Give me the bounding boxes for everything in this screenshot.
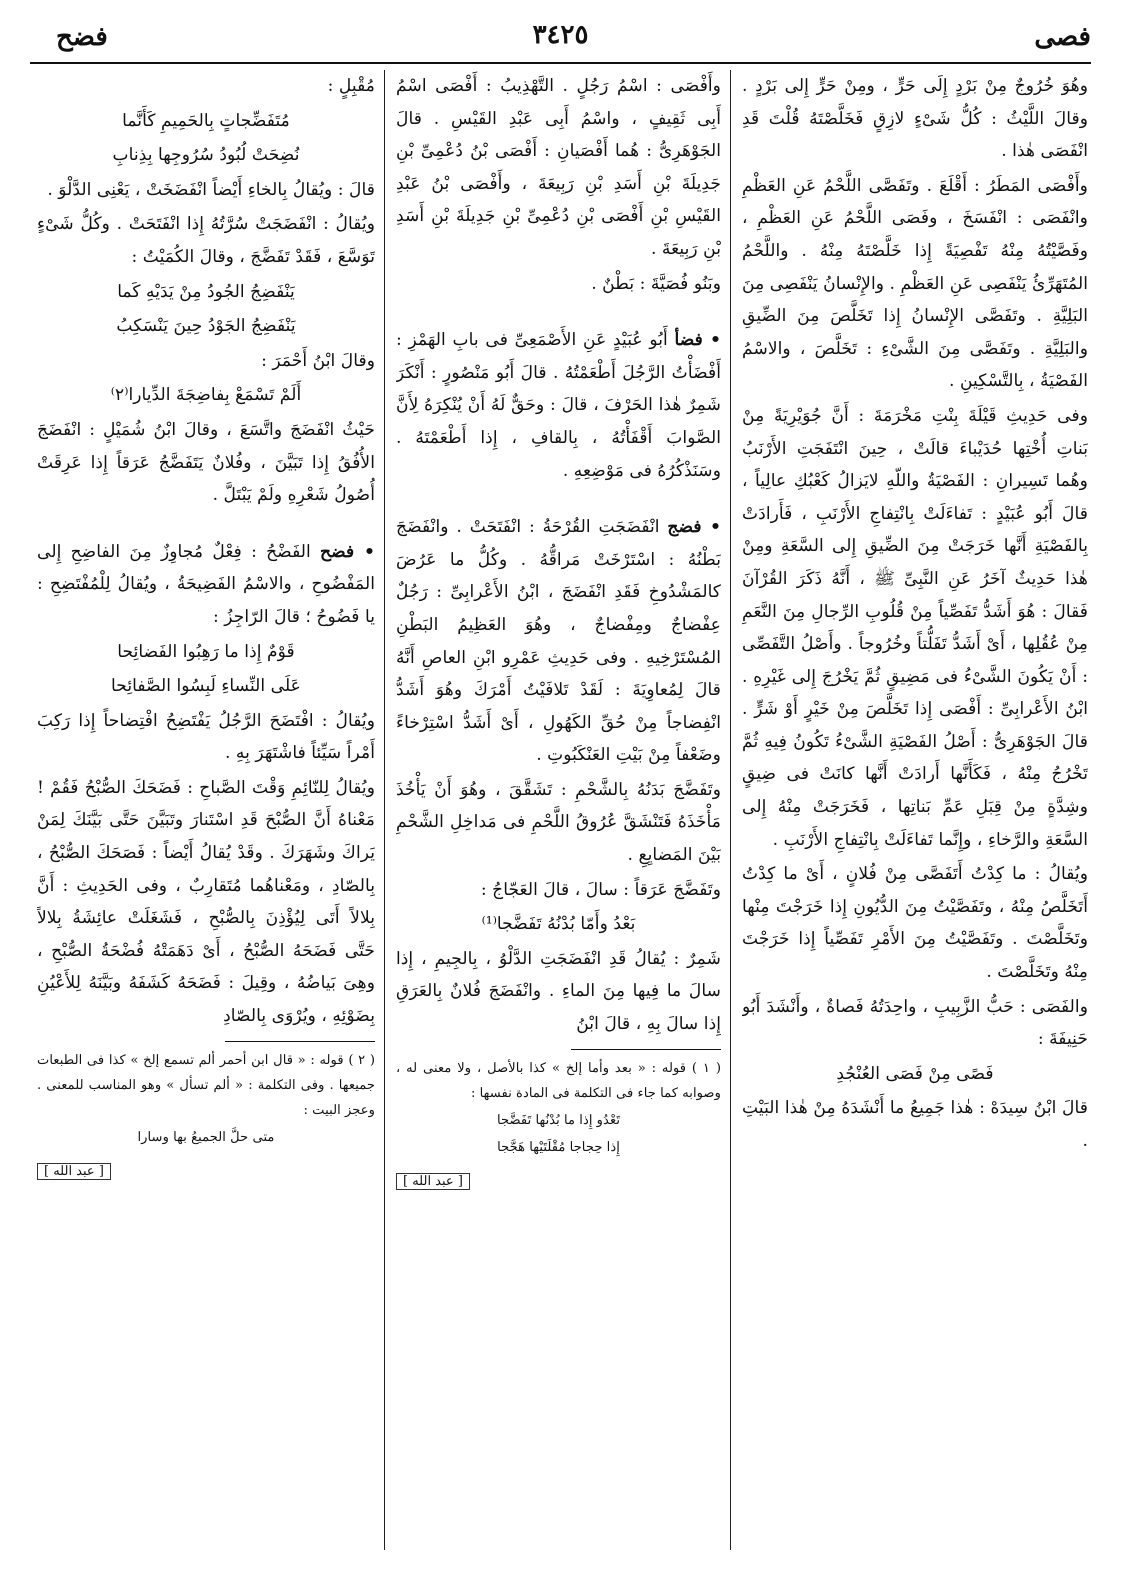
column-right	[742, 70, 1088, 1555]
paragraph: وفى حَدِيثِ قَيْلَةَ بِنْتِ مَخْرَمَةَ : أَنَّ جُوَيْرِيَةً مِنْ بَناتِ أُخْتِها حُدَيْباءَ قالَتْ ، حِينَ انْتَفَجَتِ الأَرْنَبُ وهُما تَسِيرانِ : الفَصْيَةُ واللّهِ لايَزالُ كَعْبُكِ عالِياً ، قالَ أَبُو عُبَيْدٍ : تَفاءَلَتْ بِانْتِفاجِ الأَرْنَبِ ، فَأَرادَتْ بِالفَصْيَةِ أَنَّها خَرَجَتْ مِنَ الضِّيقِ إِلى السَّعَةِ ومِنْ هٰذا حَدِيثٌ آخَرُ عَنِ النَّبِىِّ ﷺ ، أَنَّهُ ذَكَرَ القُرْآنَ فَقالَ : هُوَ أَشَدُّ تَفَصِّياً مِنْ قُلُوبِ الرِّجالِ مِنَ النَّعَمِ مِنْ عُقُلِها ، أَىْ أَشَدُّ تَفَلُّتاً وخُرُوجاً . وأَصْلُ التَّفَصِّى : أَنْ يَكُونَ الشَّىْءُ فى مَضِيقٍ ثُمَّ يَخْرُجَ إِلى غَيْرِهِ . ابْنُ الأَعْرابِىِّ : أَفْصَى إِذا تَخَلَّصَ مِنْ خَيْرٍ أَوْ شَرٍّ . قالَ الجَوْهَرِىُّ : أَصْلُ الفَصْيَةِ الشَّىْءُ تَكُونُ فِيهِ ثُمَّ تَخْرُجُ مِنْهُ ، فَكَأَنَّها أَرادَتْ أَنَّها كانَتْ فى ضِيقٍ وشِدَّةٍ مِنْ قِبَلِ عَمِّ بَناتِها ، فَخَرَجَتْ مِنْهُ إِلى السَّعَةِ والرَّخاءِ ، وإِنَّما تَفاءَلَتْ بِانْتِفاجِ الأَرْنَبِ .	[742, 405, 1088, 850]
entry-headword: فضح	[320, 541, 355, 562]
column-middle	[396, 70, 721, 1555]
paragraph: وأَفْصَى المَطَرُ : أَقْلَعَ . وتَفَصَّى اللَّحْمُ عَنِ العَظْمِ وانْفَصَى : انْفَسَخَ ، وفَصَى اللَّحْمُ عَنِ العَظْمِ ، وفَصَّيْتُهُ مِنْهُ تَفْصِيَةً إِذا خَلَّصْتَهُ مِنْهُ . واللَّحْمُ المُتَهَرِّئُ يَنْفَصِى عَنِ العَظْمِ . والإِنْسانُ يَنْفَصِى مِنَ البَلِيَّةِ . وتَفَصَّى الإِنْسانُ إِذا تَخَلَّصَ مِنَ الضِّيقِ والبَلِيَّةِ . وتَفَصَّى مِنَ الشَّىْءِ : تَخَلَّصَ ، والاسْمُ الفَصْيَةُ ، بِالتَّسْكِينِ .	[742, 175, 1088, 392]
entry-headword: فضأ	[674, 330, 703, 351]
verse: فَصًى مِنْ فَصَى العُنْجُدِ	[836, 1063, 994, 1084]
entry-headword: فضج	[667, 517, 702, 538]
paragraph: وتَفَضَّجَ عَرَقاً : سالَ ، قالَ العَجّاجُ :	[480, 879, 721, 900]
paragraph: وأَفْصَى : اسْمُ رَجُلٍ . التَّهْذِيبُ : أَفْصَى اسْمُ أَبِى ثَقِيفٍ ، واسْمُ أَبِى عَبْدِ القَيْسِ . قالَ الجَوْهَرِىُّ : هُما أَفْصَيانِ : أَفْصَى بْنُ دُعْمِىِّ بْنِ جَدِيلَةَ بْنِ أَسَدِ بْنِ رَبِيعَةَ ، وأَفْصَى بْنُ عَبْدِ القَيْسِ بْنِ أَفْصَى بْنِ دُعْمِىِّ بْنِ جَدِيلَةَ بْنِ أَسَدِ بْنِ رَبِيعَةَ .	[396, 76, 721, 259]
entry-fdj	[396, 511, 721, 772]
column-left	[37, 70, 375, 1555]
paragraph: ويُقالُ لِلنّائِمِ وَقْتَ الصَّباحِ : فَضَحَكَ الصُّبْحُ فَقُمْ ! مَعْناهُ أَنَّ الصُّبْحَ قَدِ اسْتَنارَ وتَبَيَّنَ حَتَّى بَيَّنَكَ لِمَنْ يَراكَ وشَهَرَكَ . وقَدْ يُقالُ أَيْضاً : فَصَحَكَ الصُّبْحُ ، بِالصّادِ ، ومَعْناهُما مُتَقارِبٌ ، وفى الحَدِيثِ : أَنَّ بِلالاً أَتَى لِيُؤْذِنَ بِالصُّبْحِ ، فَشَغَلَتْ عائِشَةُ بِلالاً حَتَّى فَضَحَهُ الصُّبْحُ ، أَىْ دَهَمَتْهُ فُضْحَةُ الصُّبْحِ ، وهِىَ بَياضُهُ ، وقِيلَ : فَضَحَهُ كَشَفَهُ وبَيَّنَهُ لِلأَعْيُنِ بِضَوْئِهِ ، ويُرْوَى بِالصّادِ	[37, 777, 375, 1027]
footnote: ( ٢ ) قوله : « قال ابن أحمر ألم تسمع إلخ » كذا فى الطبعات جميعها . وفى التكلمة : « ألم تسأل » وهو المناسب للمعنى . وعجز البيت :	[37, 1052, 375, 1118]
paragraph: ويُقالُ : انْفَضَجَتْ سُرَّتُهُ إِذا انْفَتَحَتْ . وكُلُّ شَىْءٍ تَوَسَّعَ ، فَقَدْ تَفَضَّجَ ، وقالَ الكُمَيْتُ :	[37, 214, 375, 267]
footnote-verse: إِذا حِجاجا مُقْلَتَيْها هَجَّجا	[497, 1139, 620, 1155]
page-header	[30, 14, 1091, 60]
paragraph: شَمِرٌ : يُقالُ قَدِ انْفَضَجَتِ الدَّلْوُ ، بِالجِيمِ ، إِذا سالَ ما فِيها مِنَ الماءِ . وانْفَضَجَ فُلانٌ بِالعَرَقِ إِذا سالَ بِهِ ، قالَ ابْنُ	[396, 948, 721, 1035]
footnote-signature: [ عبد الله ]	[396, 1173, 470, 1190]
footnote-signature: [ عبد الله ]	[37, 1163, 111, 1180]
paragraph: وبَنُو فُصَيَّةَ : بَطْنٌ .	[591, 273, 721, 294]
column-separator	[730, 70, 731, 1550]
verse: قَوْمٌ إِذا ما رَهِبُوا الفَضائِحا	[117, 641, 295, 662]
verse: بَعْدُ وأَمّا بُدْنُهُ تَفَضَّجا⁽¹⁾	[481, 914, 636, 935]
paragraph: قالَ : ويُقالُ بِالخاءِ أَيْضاً انْفَضَخَتْ ، يَعْنِى الدَّلْوَ .	[47, 179, 375, 200]
paragraph: ويُقالُ : افْتَضَحَ الرَّجُلُ يَفْتَضِحُ افْتِضاحاً إِذا رَكِبَ أَمْراً سَيِّئاً فاشْتَهَرَ بِهِ .	[37, 710, 375, 764]
paragraph: ويُقالُ : ما كِدْتُ أَتَفَصَّى مِنْ فُلانٍ ، أَىْ ما كِدْتُ أَتَخَلَّصُ مِنْهُ ، وتَفَصَّيْتُ مِنَ الدُّيُونِ إِذا خَرَجْتَ مِنْها وتَخَلَّصْتَ . وتَفَصَّيْتُ مِنَ الأَمْرِ تَفَصِّياً إِذا خَرَجْتَ مِنْهُ وتَخَلَّصْتَ .	[742, 864, 1088, 983]
entry-marker: •	[354, 541, 375, 562]
verse: يَنْفَضِجُ الجَوْدُ حِينَ يَنْسَكِبُ	[116, 316, 296, 337]
paragraph: مُقْبِلٍ :	[327, 76, 375, 96]
paragraph: والفَصَى : حَبُّ الزَّبِيبِ ، واحِدَتُهُ فَصاةٌ ، وأَنْشَدَ أَبُو حَنِيفَةَ :	[742, 996, 1088, 1050]
paragraph: وتَفَضَّجَ بَدَنُهُ بِالشَّحْمِ : تَشَقَّقَ ، وهُوَ أَنْ يَأْخُذَ مَأْخَذَهُ فَتَنْشَقَّ عُرُوقُ اللَّحْمِ فى مَداخِلِ الشَّحْمِ بَيْنَ المَضايِعِ .	[396, 779, 721, 866]
header-last-root-word: فضح	[56, 22, 108, 52]
entry-text: الفَضْحُ : فِعْلٌ مُجاوِزٌ مِنَ الفاضِحِ إِلى المَفْضُوحِ ، والاسْمُ الفَضِيحَةُ ، ويُقالُ لِلْمُفْتَضِحِ : يا فَضُوحُ ؛ قالَ الرّاجِزُ :	[37, 541, 375, 627]
footnote-rule	[571, 1049, 721, 1050]
verse: نُضِحَتْ لُبُودُ سُرُوجِها بِذِنابِ	[112, 145, 300, 166]
paragraph: حَيْثُ انْفَضَجَ واتَّسَعَ ، وقالَ ابْنُ شُمَيْلٍ : انْفَضَجَ الأُفُقُ إِذا تَبَيَّنَ ، وفُلانٌ يَتَفَضَّجُ عَرَقاً إِذا عَرِقَتْ أُصُولُ شَعْرِهِ ولَمْ يَبْتَلَّ .	[37, 419, 375, 506]
entry-fda	[396, 324, 721, 487]
verse: مُتَفَضِّجاتٍ بِالحَمِيمِ كَأَنَّما	[122, 110, 290, 131]
header-rule	[30, 62, 1091, 64]
header-root-word: فصى	[1034, 22, 1091, 52]
entry-text: أَبُو عُبَيْدٍ عَنِ الأَصْمَعِىِّ فى بابِ الهَمْزِ : أَفْضَأْتُ الرَّجُلَ أَطْعَمْتُهُ . قالَ أَبُو مَنْصُورٍ : أَنْكَرَ شَمِرٌ هٰذا الحَرْفَ ، قالَ : وحَقٌّ لَهُ أَنْ يُنْكِرَهُ لِأَنَّ الصَّوابَ أَقْفَأْتُهُ ، بِالقافِ ، إِذا أَطْعَمْتَهُ . وسَنَذْكُرُهُ فى مَوْضِعِهِ .	[396, 330, 721, 481]
entry-marker: •	[702, 330, 721, 351]
verse: عَلَى النِّساءِ لَبِسُوا الصَّفائِحا	[111, 676, 301, 697]
paragraph: وقالَ ابْنُ أَحْمَرَ :	[261, 350, 375, 371]
verse: أَلَمْ تَسْمَعْ بِفاضِجَةَ الدِّيارا⁽٢⁾	[110, 385, 302, 406]
entry-fdh	[37, 536, 375, 634]
page-number: ٣٤٢٥	[532, 20, 589, 50]
verse: يَنْفَضِجُ الجُودُ مِنْ يَدَيْهِ كَما	[117, 281, 295, 302]
footnote-verse: تَعْدُو إِذا ما بُدْنُها تَفَضَّجا	[496, 1112, 621, 1128]
paragraph: وهُوَ خُرُوجٌ مِنْ بَرْدٍ إِلَى حَرٍّ ، ومِنْ حَرٍّ إِلى بَرْدٍ . وقالَ اللَّيْثُ : كُلُّ شَىْءٍ لازِقٍ فَخَلَّصْتَهُ قُلْتَ قَدِ انْفَصَى هٰذا .	[742, 76, 1088, 162]
entry-text: انْفَضَجَتِ القُرْحَةُ : انْفَتَحَتْ . وانْفَضَجَ بَطْنُهُ : اسْتَرْخَتْ مَراقُّهُ . وكُلُّ ما عَرُضَ كالمَشْدُوخِ فَقَدِ انْفَضَجَ ، ابْنُ الأَعْرابِىِّ : رَجُلٌ عِفْضاجٌ ومِفْضاجٌ ، وهُوَ العَظِيمُ البَطْنِ المُسْتَرْخِيهِ . وفى حَدِيثِ عَمْرِو ابْنِ العاصِ أَنَّهُ قالَ لِمُعاوِيَةَ : لَقَدْ تَلافَيْتُ أَمْرَكَ وهُوَ أَشَدُّ انْفِضاجاً مِنْ حُقِّ الكَهُولِ ، أَىْ أَشَدُّ اسْتِرْخاءً وضَعْفاً مِنْ بَيْتِ العَنْكَبُوتِ .	[396, 517, 721, 766]
entry-marker: •	[701, 517, 721, 538]
paragraph: قالَ ابْنُ سِيدَهْ : هٰذا جَمِيعُ ما أَنْشَدَهُ مِنْ هٰذا البَيْتِ .	[742, 1098, 1088, 1151]
footnote-verse: متى حلَّ الجميعُ بها وسارا	[137, 1129, 275, 1145]
footnote-rule	[225, 1041, 375, 1042]
column-separator	[384, 70, 385, 1550]
footnote: ( ١ ) قوله : « بعد وأما إلخ » كذا بالأصل ، ولا معنى له ، وصوابه كما جاء فى التكلمة فى المادة نفسها :	[396, 1060, 721, 1101]
